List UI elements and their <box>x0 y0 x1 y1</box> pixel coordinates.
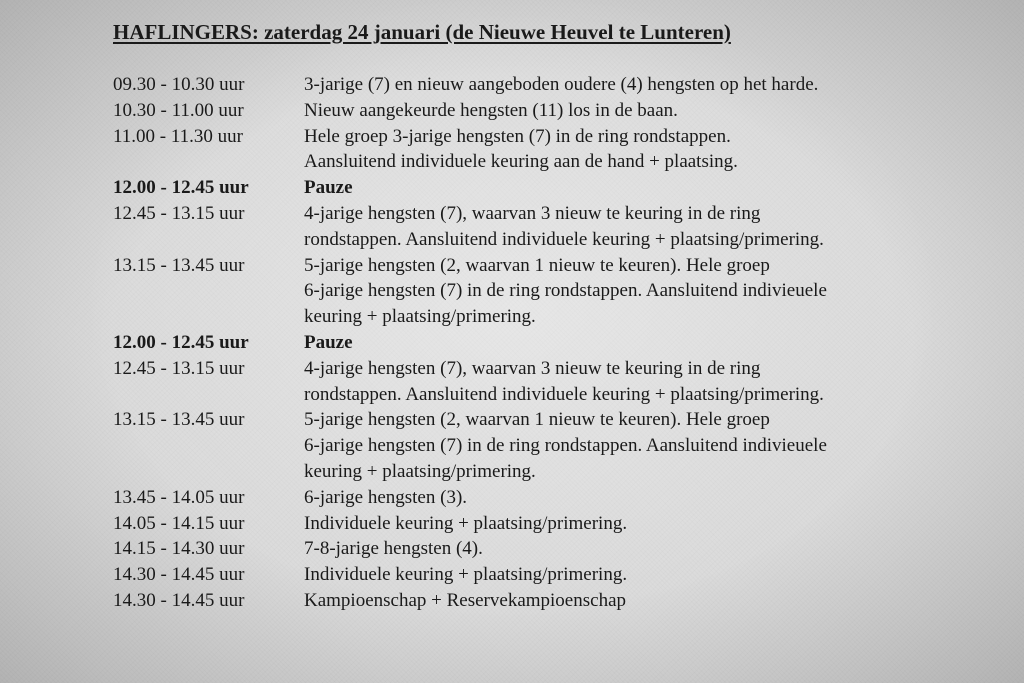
schedule-description <box>304 536 993 562</box>
description-line: 3-jarige (7) en nieuw aangeboden oudere (4) hengsten op het harde. <box>304 74 819 95</box>
schedule-time: 11.00 - 11.30 uur <box>113 125 243 147</box>
schedule-description <box>304 175 993 201</box>
schedule-description <box>304 562 993 588</box>
schedule-time: 13.15 - 13.45 uur <box>113 409 245 431</box>
schedule-time: 14.05 - 14.15 uur <box>113 512 245 534</box>
schedule-row <box>113 124 993 176</box>
description-line: 7-8-jarige hengsten (4). <box>304 538 483 560</box>
schedule-time: 12.45 - 13.15 uur <box>113 202 245 224</box>
schedule-row <box>113 562 993 588</box>
description-line: 5-jarige hengsten (2, waarvan 1 nieuw te keuren). Hele groep <box>304 409 770 431</box>
description-line: Aansluitend individuele keuring aan de hand + plaatsing. <box>304 151 738 173</box>
description-line: keuring + plaatsing/primering. <box>304 460 536 482</box>
schedule-time: 12.00 - 12.45 uur <box>113 177 249 199</box>
description-line: Kampioenschap + Reservekampioenschap <box>304 589 626 611</box>
description-line: 4-jarige hengsten (7), waarvan 3 nieuw te keuring in de ring <box>304 357 761 379</box>
schedule-time: 12.00 - 12.45 uur <box>113 331 249 353</box>
schedule-time: 10.30 - 11.00 uur <box>113 99 244 121</box>
schedule-time: 14.30 - 14.45 uur <box>113 564 245 586</box>
description-line: Hele groep 3-jarige hengsten (7) in de ring rondstappen. <box>304 125 731 147</box>
schedule-description <box>304 201 993 253</box>
schedule-time: 14.15 - 14.30 uur <box>113 538 245 560</box>
schedule-row-break <box>113 330 993 356</box>
schedule-time: 14.30 - 14.45 uur <box>113 589 245 611</box>
description-line: Nieuw aangekeurde hengsten (11) los in de baan. <box>304 99 678 121</box>
description-line: 6-jarige hengsten (7) in de ring rondstappen. Aansluitend indivieuele <box>304 280 827 302</box>
schedule-time: 09.30 - 10.30 uur <box>113 74 245 95</box>
schedule-description <box>304 72 993 98</box>
description-line: rondstappen. Aansluitend individuele keuring + plaatsing/primering. <box>304 383 824 405</box>
schedule-description <box>304 330 993 356</box>
schedule-description <box>304 511 993 537</box>
description-line: 4-jarige hengsten (7), waarvan 3 nieuw te keuring in de ring <box>304 202 761 224</box>
schedule-description <box>304 124 993 176</box>
schedule-row <box>113 511 993 537</box>
description-line: Pauze <box>304 331 353 353</box>
schedule-row <box>113 485 993 511</box>
description-line: Individuele keuring + plaatsing/primering. <box>304 564 628 586</box>
description-line: 5-jarige hengsten (2, waarvan 1 nieuw te keuren). Hele groep <box>304 254 770 276</box>
schedule-row-break <box>113 175 993 201</box>
schedule-row <box>113 98 993 124</box>
schedule-description <box>304 485 993 511</box>
schedule-row <box>113 536 993 562</box>
schedule-time: 13.15 - 13.45 uur <box>113 254 245 276</box>
schedule-row <box>113 201 993 253</box>
schedule-description <box>304 356 993 408</box>
schedule-row <box>113 356 993 408</box>
description-line: 6-jarige hengsten (7) in de ring rondstappen. Aansluitend indivieuele <box>304 435 827 457</box>
schedule-time: 12.45 - 13.15 uur <box>113 357 245 379</box>
schedule-time: 13.45 - 14.05 uur <box>113 486 245 508</box>
description-line: Individuele keuring + plaatsing/primering. <box>304 512 628 534</box>
schedule-row <box>113 253 993 330</box>
schedule-description <box>304 588 993 614</box>
schedule-row <box>113 588 993 614</box>
description-line: keuring + plaatsing/primering. <box>304 306 536 328</box>
schedule-description <box>304 407 993 484</box>
schedule-description <box>304 253 993 330</box>
description-line: rondstappen. Aansluitend individuele keuring + plaatsing/primering. <box>304 228 824 250</box>
document-title: HAFLINGERS: zaterdag 24 januari (de Nieuwe Heuvel te Lunteren) <box>113 20 731 44</box>
schedule-description <box>304 98 993 124</box>
description-line: Pauze <box>304 177 353 199</box>
schedule-row <box>113 72 993 98</box>
schedule-row <box>113 407 993 484</box>
schedule-list <box>113 72 993 614</box>
description-line: 6-jarige hengsten (3). <box>304 486 468 508</box>
